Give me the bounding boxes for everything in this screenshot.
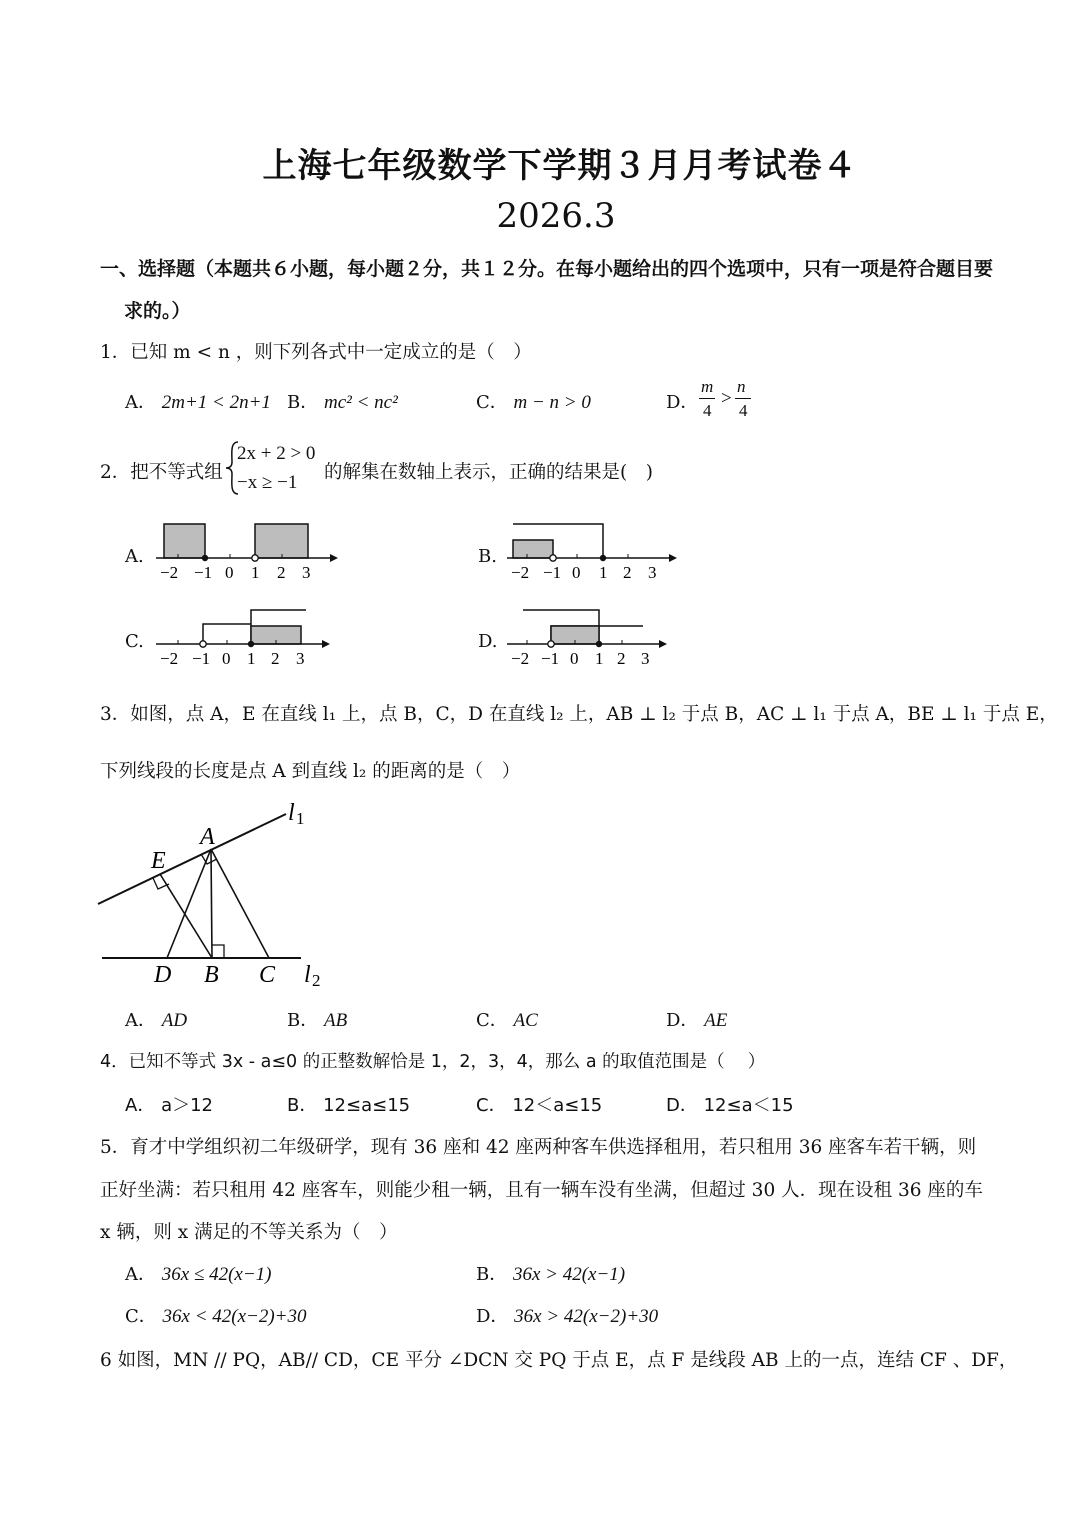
tick-label: 2 [617, 649, 626, 668]
fraction-bar [699, 398, 715, 399]
line-label-l1-sub: 1 [296, 809, 305, 828]
tick-label: 3 [648, 563, 657, 582]
option-label: B． [287, 1010, 319, 1031]
point-label-a: A [200, 824, 215, 850]
q4-option-c [476, 1091, 602, 1117]
tick-label: 0 [222, 649, 231, 668]
option-expr: 2m+1 < 2n+1 [161, 392, 271, 413]
question-5-line-2: 正好坐满：若只租用 42 座客车，则能少租一辆，且有一辆车没有坐满，但超过 30 人．现在设租 36 座的车 [100, 1180, 983, 1201]
q1-option-b [287, 388, 398, 414]
exam-date: 2026.3 [496, 196, 616, 236]
option-label: C． [476, 392, 508, 413]
option-expr: 36x > 42(x−1) [512, 1264, 626, 1285]
line-label-l2: l [304, 962, 311, 988]
frac-num-right: n [737, 377, 746, 396]
tick-label: 1 [251, 563, 260, 582]
section-heading: 一、选择题（本题共６小题，每小题２分，共１２分。在每小题给出的四个选项中，只有一项是符合题目要 [100, 258, 994, 280]
option-label: B． [287, 1095, 318, 1116]
q4-option-a [125, 1091, 213, 1117]
tick-label: −2 [160, 649, 179, 668]
tick-label: 1 [247, 649, 256, 668]
line-label-l1: l [288, 800, 295, 826]
option-expr: 12＜a≤15 [512, 1095, 603, 1116]
frac-num-left: m [701, 377, 714, 396]
q3-figure [96, 796, 336, 992]
option-label: D． [666, 1010, 699, 1031]
q5-option-a [125, 1260, 272, 1286]
q2-option-a-label: A. [125, 546, 144, 567]
option-label: A． [125, 1264, 156, 1285]
frac-op: > [721, 388, 732, 409]
option-expr: AC [513, 1010, 538, 1031]
number-line-d [503, 604, 693, 670]
tick-label: −1 [192, 649, 211, 668]
system-line-1: 2x + 2 > 0 [237, 443, 316, 464]
option-label: B． [476, 1264, 508, 1285]
question-6: 6 如图，MN // PQ，AB// CD，CE 平分 ∠DCN 交 PQ 于点 E，点 F 是线段 AB 上的一点，连结 CF 、DF， [100, 1350, 1018, 1371]
option-label: B． [287, 392, 319, 413]
option-label: C． [125, 1306, 157, 1327]
question-2-suffix: 的解集在数轴上表示，正确的结果是( ) [324, 462, 653, 483]
tick-label: −1 [543, 563, 562, 582]
tick-label: 1 [599, 563, 608, 582]
question-3-line-1: 3．如图，点 A，E 在直线 l₁ 上，点 B，C，D 在直线 l₂ 上，AB ⊥ l₂ 于点 B，AC ⊥ l₁ 于点 A，BE ⊥ l₁ 于点 E， [100, 704, 1058, 725]
option-expr: a＞12 [161, 1095, 213, 1116]
tick-label: 3 [641, 649, 650, 668]
question-5-line-1: 5．育才中学组织初二年级研学，现有 36 座和 42 座两种客车供选择租用，若只租用 36 座客车若干辆，则 [100, 1137, 977, 1158]
q2-option-c-label: C. [125, 631, 144, 652]
number-line-c [150, 604, 340, 670]
option-label: A． [125, 1010, 156, 1031]
line-label-l2-sub: 2 [312, 971, 321, 990]
number-line-b [503, 518, 693, 584]
tick-label: 0 [225, 563, 234, 582]
option-expr: AB [323, 1010, 348, 1031]
frac-den-right: 4 [739, 401, 748, 420]
option-label: C． [476, 1095, 507, 1116]
option-expr: 36x > 42(x−2)+30 [514, 1306, 659, 1327]
tick-label: 2 [623, 563, 632, 582]
option-label: A． [125, 1095, 156, 1116]
section-heading-cont: 求的。） [124, 300, 191, 322]
tick-label: 3 [296, 649, 305, 668]
system-line-2: −x ≥ −1 [237, 472, 298, 493]
option-expr: AE [704, 1010, 728, 1031]
question-3-line-2: 下列线段的长度是点 A 到直线 l₂ 的距离的是（ ） [100, 761, 521, 782]
option-label: D． [476, 1306, 509, 1327]
q3-option-a [125, 1006, 187, 1032]
question-4: 4．已知不等式 3x ‐ a≤0 的正整数解恰是 1，2，3，4，那么 a 的取值范围是（ ） [100, 1052, 766, 1072]
frac-den-left: 4 [703, 401, 712, 420]
tick-label: −2 [511, 563, 530, 582]
tick-label: 1 [595, 649, 604, 668]
q1-option-c [476, 388, 591, 414]
q2-option-b-label: B. [478, 546, 497, 567]
question-2-prefix: 2．把不等式组 [100, 462, 223, 483]
tick-label: 3 [302, 563, 311, 582]
q3-option-d [666, 1006, 727, 1032]
option-expr: AD [161, 1010, 188, 1031]
option-label: C． [476, 1010, 508, 1031]
number-line-a [150, 518, 340, 584]
q5-option-c [125, 1302, 307, 1328]
fraction-bar [735, 398, 751, 399]
tick-label: 2 [277, 563, 286, 582]
tick-label: −2 [511, 649, 530, 668]
q1-option-a [125, 388, 271, 414]
q3-option-b [287, 1006, 347, 1032]
q5-option-d [476, 1302, 658, 1328]
option-label: D． [666, 1095, 698, 1116]
q1-option-d-label: D． [666, 392, 699, 413]
tick-label: 0 [572, 563, 581, 582]
tick-label: −2 [160, 563, 179, 582]
tick-label: 2 [271, 649, 280, 668]
option-expr: 12≤a≤15 [323, 1095, 411, 1116]
option-expr: 36x ≤ 42(x−1) [161, 1264, 272, 1285]
option-expr: 36x < 42(x−2)+30 [162, 1306, 307, 1327]
tick-label: −1 [194, 563, 213, 582]
question-5-line-3: x 辆，则 x 满足的不等关系为（ ） [100, 1222, 398, 1243]
option-label: A． [125, 392, 156, 413]
q5-option-b [476, 1260, 625, 1286]
point-label-e: E [151, 848, 166, 874]
q4-option-d [666, 1091, 794, 1117]
option-expr: m − n > 0 [513, 392, 591, 413]
q2-option-d-label: D. [478, 631, 498, 652]
point-label-c: C [259, 962, 276, 988]
tick-label: 0 [570, 649, 579, 668]
question-1: 1．已知 m < n ，则下列各式中一定成立的是（ ） [100, 342, 532, 363]
point-label-b: B [204, 962, 219, 988]
q4-option-b [287, 1091, 410, 1117]
tick-label: −1 [541, 649, 560, 668]
point-label-d: D [154, 962, 172, 988]
q3-option-c [476, 1006, 538, 1032]
page-title: 上海七年级数学下学期３月月考试卷４ [262, 146, 858, 186]
option-expr: mc² < nc² [323, 392, 398, 413]
option-expr: 12≤a＜15 [703, 1095, 794, 1116]
